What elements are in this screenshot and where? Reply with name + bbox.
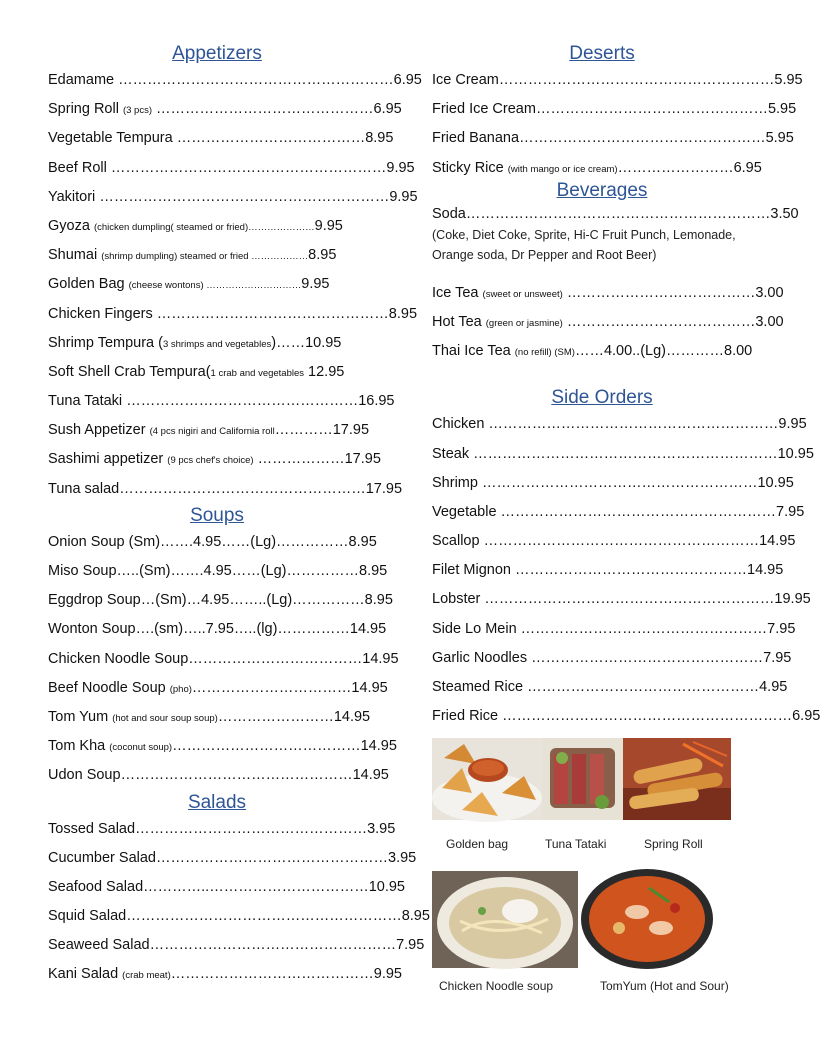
menu-item	[432, 469, 794, 498]
item-price: ……………………………………………7.95	[520, 620, 796, 637]
menu-item	[432, 702, 820, 731]
item-name: Tuna salad	[48, 480, 120, 497]
item-name: Thai Ice Tea	[432, 343, 515, 360]
item-price: 9.95	[314, 217, 343, 234]
item-name: Gyoza	[48, 217, 94, 234]
item-price: …………………………………………………7.95	[500, 503, 805, 520]
menu-item	[48, 557, 386, 586]
item-price: ……………………………………9.95	[170, 966, 402, 983]
item-name: Sashimi appetizer	[48, 451, 168, 468]
item-name: Yakitori	[48, 188, 100, 205]
menu-item	[48, 703, 386, 732]
item-name: Seaweed Salad	[48, 937, 150, 954]
item-price: ………………………………………………………3.50	[465, 205, 799, 222]
item-price: ……………………………………………………19.95	[484, 591, 811, 608]
item-price: …………………………………………………5.95	[498, 72, 803, 88]
item-price: …………………………………8.95	[176, 130, 394, 147]
menu-item	[432, 95, 797, 124]
item-name: Chicken Noodle Soup	[48, 650, 189, 667]
section-heading-salads: Salads	[187, 791, 247, 813]
item-price: …………………………………………………8.95	[126, 908, 430, 925]
item-name: Fried Banana	[432, 130, 520, 147]
menu-item	[432, 644, 792, 673]
item-price: …………………………………………14.95	[120, 767, 389, 784]
item-note: (sweet or unsweet)	[482, 288, 563, 300]
menu-item	[48, 645, 399, 674]
item-price: …………17.95	[274, 422, 370, 439]
chicken-noodle-photo	[432, 871, 578, 968]
item-price: …………………………………3.00	[562, 313, 784, 330]
item-price: ……………………………………………17.95	[119, 480, 403, 497]
item-name: Chicken	[432, 416, 489, 433]
item-price: ………………17.95	[253, 451, 381, 468]
menu-item	[432, 556, 784, 585]
menu-item	[48, 873, 405, 902]
menu-item	[48, 124, 394, 153]
item-price: ……………………14.95	[217, 708, 371, 725]
item-name: Tom Kha	[48, 738, 110, 755]
item-price: …………………………………14.95	[172, 738, 397, 755]
item-price: 12.95	[304, 363, 345, 380]
item-price: ……………………………………………………9.95	[99, 188, 418, 205]
soups-list	[48, 528, 399, 791]
menu-item	[48, 300, 418, 329]
side-orders-list	[432, 410, 820, 731]
item-note: (coconut soup)	[109, 742, 173, 754]
item-note: 3 shrimps and vegetables	[162, 338, 272, 350]
item-name: Eggdrop Soup…(Sm)…4.95……..(Lg)……………8.95	[48, 592, 393, 609]
menu-item	[432, 308, 784, 337]
item-note: (chicken dumpling( steamed or fried)…………………	[93, 221, 315, 233]
tom-yum-photo	[579, 868, 715, 970]
menu-item	[48, 960, 402, 989]
item-price: …………………………………………………14.95	[483, 533, 796, 550]
item-name: Soda	[432, 205, 466, 222]
item-name: Beef Noodle Soup	[48, 679, 170, 696]
item-price: ……………………6.95	[617, 159, 762, 176]
item-price: …………………………………3.00	[562, 284, 784, 301]
item-price: …………………………………………7.95	[531, 649, 792, 666]
item-price: 9.95	[301, 276, 330, 293]
item-name: Cucumber Salad	[48, 849, 156, 866]
item-name: Golden Bag	[48, 276, 129, 293]
item-name: Shrimp	[432, 474, 482, 491]
item-price: …………………………………………3.95	[135, 820, 396, 837]
appetizers-list	[48, 66, 422, 504]
item-name: Miso Soup…..(Sm)…….4.95……(Lg)……………8.95	[48, 563, 388, 579]
menu-item	[48, 270, 386, 299]
item-name: Shrimp Tempura (	[48, 334, 163, 351]
menu-item	[432, 410, 807, 439]
caption-golden-bag: Golden bag	[446, 837, 509, 851]
item-name: Spring Roll	[48, 101, 123, 118]
menu-item	[48, 815, 396, 844]
item-price: ……………………………………………5.95	[519, 130, 794, 147]
menu-item	[48, 183, 418, 212]
item-name: Vegetable	[432, 503, 501, 520]
item-price: …………………………………………………6.95	[118, 72, 422, 88]
menu-item	[432, 498, 805, 527]
salads-list	[48, 815, 430, 990]
item-price: …………………………………………………10.95	[481, 474, 794, 491]
tuna-tataki-photo	[542, 738, 623, 820]
item-price: ………………………………14.95	[188, 650, 399, 667]
item-name: Fried Ice Cream	[432, 101, 536, 118]
item-note: (9 pcs chef's choice)	[167, 455, 254, 467]
item-note: (hot and sour soup soup)	[112, 712, 218, 724]
item-name: Shumai	[48, 247, 102, 264]
item-name: Steamed Rice	[432, 679, 528, 695]
item-note: (crab meat)	[122, 970, 171, 982]
item-name: Garlic Noodles	[432, 649, 532, 666]
item-note: (3 pcs)	[122, 105, 152, 117]
item-name: Lobster	[432, 591, 485, 608]
menu-item	[432, 615, 796, 644]
item-name: Scallop	[432, 533, 484, 550]
menu-item	[48, 154, 415, 183]
section-heading-soups: Soups	[190, 504, 244, 526]
item-note: (with mango or ice cream)	[507, 163, 618, 175]
menu-item	[432, 585, 811, 614]
item-name: Chicken Fingers	[48, 305, 157, 322]
item-name: Fried Rice	[432, 708, 503, 725]
menu-item	[432, 279, 784, 308]
item-name: Tossed Salad	[48, 820, 136, 837]
item-name: Side Lo Mein	[432, 620, 521, 637]
caption-tom-yum: TomYum (Hot and Sour)	[600, 979, 729, 993]
section-heading-deserts: Deserts	[569, 43, 635, 64]
menu-item	[48, 358, 386, 387]
menu-item	[48, 445, 386, 474]
item-price: ……4.00..(Lg)…………8.00	[574, 343, 753, 360]
item-name: Steak	[432, 445, 474, 462]
item-note: (4 pcs nigiri and California roll	[149, 426, 275, 438]
soda-description: (Coke, Diet Coke, Sprite, Hi-C Fruit Punch, Lemonade, Orange soda, Dr Pepper and Root Beer)	[432, 227, 736, 262]
menu-item	[48, 761, 389, 790]
item-name: Sush Appetizer	[48, 422, 150, 439]
item-price: ……………………………………………………9.95	[488, 416, 807, 433]
item-note: (shrimp dumpling) steamed or fried ………………	[101, 251, 309, 263]
golden-bag-photo	[432, 738, 542, 820]
menu-item	[432, 527, 796, 556]
item-price: …………………………………………5.95	[535, 101, 797, 118]
menu-item	[48, 475, 403, 504]
item-name: Tom Yum	[48, 708, 113, 725]
item-note: (no refill) (SM)	[514, 347, 575, 359]
item-price: …………………………………………16.95	[126, 393, 395, 410]
item-price: …………………………………………4.95	[527, 679, 788, 695]
item-price: …………………………………………14.95	[515, 562, 784, 579]
menu-item-soda	[432, 203, 799, 225]
item-name: Ice Tea	[432, 284, 483, 301]
item-note: (cheese wontons) …………………………	[128, 280, 302, 292]
item-note: (pho)	[169, 683, 192, 695]
item-name: Squid Salad	[48, 908, 127, 925]
menu-item	[48, 902, 430, 931]
caption-spring-roll: Spring Roll	[644, 837, 703, 851]
item-name: Edamame	[48, 72, 119, 88]
item-note: (green or jasmine)	[485, 317, 563, 329]
item-name: Vegetable Tempura	[48, 130, 177, 147]
item-name: Sticky Rice	[432, 159, 508, 176]
caption-tuna-tataki: Tuna Tataki	[545, 837, 607, 851]
item-price: ……………………………………………………6.95	[502, 708, 820, 725]
item-price: …………………………………………………9.95	[110, 159, 415, 176]
menu-item	[48, 931, 425, 960]
beverages-list	[432, 279, 784, 367]
item-price: …………………………………………3.95	[156, 849, 417, 866]
menu-item	[432, 673, 788, 702]
left-column	[48, 42, 430, 990]
item-price: ………………………………………6.95	[152, 101, 402, 118]
item-name: Udon Soup	[48, 767, 121, 784]
item-price: ……………………………………………7.95	[149, 937, 425, 954]
menu-item	[432, 440, 814, 469]
menu-item	[432, 66, 803, 95]
item-price: …………..……………………………10.95	[143, 878, 405, 895]
spring-roll-photo	[623, 738, 731, 820]
menu-item	[48, 586, 393, 615]
section-heading-appetizers: Appetizers	[172, 43, 262, 64]
item-price: )……10.95	[271, 334, 342, 351]
menu-item	[432, 124, 794, 153]
item-price: ……………………………14.95	[191, 679, 388, 696]
menu-item	[48, 329, 386, 358]
item-name: Kani Salad	[48, 966, 123, 983]
menu-item	[48, 844, 417, 873]
item-name: Beef Roll	[48, 159, 111, 176]
spacer	[432, 366, 772, 386]
right-column	[432, 42, 820, 731]
menu-item	[48, 241, 386, 270]
caption-chicken-noodle: Chicken Noodle soup	[439, 979, 554, 993]
menu-item	[48, 212, 386, 241]
deserts-list	[432, 66, 803, 183]
item-name: Tuna Tataki	[48, 393, 127, 410]
item-name: Seafood Salad	[48, 878, 144, 895]
menu-item	[48, 528, 386, 557]
item-name: Ice Cream	[432, 72, 499, 88]
item-name: Soft Shell Crab Tempura(	[48, 363, 211, 380]
section-heading-side-orders: Side Orders	[551, 387, 653, 409]
item-price: …………………………………………8.95	[156, 305, 418, 322]
item-price: ………………………………………………………10.95	[473, 445, 814, 462]
menu-item	[48, 615, 386, 644]
spacer	[432, 265, 772, 279]
item-note: 1 crab and vegetables	[210, 367, 305, 379]
section-heading-beverages: Beverages	[556, 179, 648, 201]
menu-item	[48, 387, 395, 416]
item-name: Hot Tea	[432, 313, 486, 330]
menu-item	[432, 337, 772, 366]
item-name: Wonton Soup….(sm)…..7.95…..(lg)……………14.95	[48, 621, 387, 638]
menu-item	[48, 674, 386, 703]
item-name: Onion Soup (Sm)…….4.95……(Lg)……………8.95	[48, 533, 377, 550]
menu-item	[48, 416, 386, 445]
menu-item	[48, 66, 422, 95]
item-price: 8.95	[308, 247, 337, 264]
menu-item	[48, 95, 402, 124]
item-name: Filet Mignon	[432, 562, 516, 579]
menu-item	[48, 732, 397, 761]
